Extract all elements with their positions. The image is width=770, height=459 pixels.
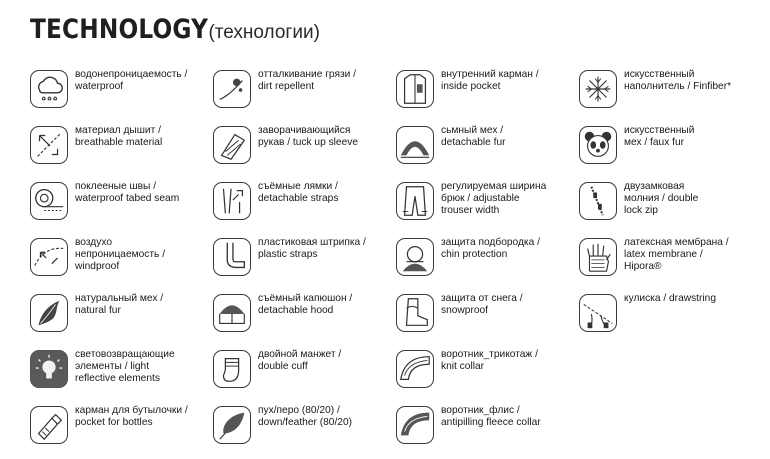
item-label-ru: защита от снега / [441, 293, 523, 304]
drawstring-icon [579, 294, 617, 332]
title-main: TECHNOLOGY [30, 14, 209, 45]
jacket-pocket-icon [396, 70, 434, 108]
seam-tape-icon [30, 182, 68, 220]
trousers-icon [396, 182, 434, 220]
breathable-arrows-icon [30, 126, 68, 164]
item-label-en: dirt repellent [258, 81, 315, 92]
item-label-ru: заворачивающийся [258, 125, 351, 136]
plastic-strap-icon [213, 238, 251, 276]
zipper-icon [579, 182, 617, 220]
baby-bottle-icon [30, 406, 68, 444]
item-label-ru: материал дышит / [75, 125, 161, 136]
item-label-en: chin protection [441, 249, 508, 260]
item-label-en: наполнитель / Finfiber* [624, 81, 732, 92]
tech-item [396, 234, 582, 284]
latex-glove-icon [579, 238, 617, 276]
item-label-ru: воротник_трикотаж / [441, 349, 538, 360]
item-label-ru: пух/перо (80/20) / [258, 405, 340, 416]
title-subtitle: (технологии) [208, 22, 320, 43]
item-label-ru: воздухо [75, 237, 112, 248]
item-label-en: рукав / tuck up sleeve [258, 137, 359, 148]
item-label-ru: внутренний карман / [441, 69, 539, 80]
tech-item [30, 122, 216, 172]
tech-item [579, 290, 765, 340]
tech-item [396, 402, 582, 452]
tech-item [396, 346, 582, 396]
tech-item [213, 290, 399, 340]
item-label-en: непроницаемость / [75, 249, 166, 260]
item-label-en2: trouser width [441, 205, 500, 216]
strap-icon [213, 182, 251, 220]
wind-arrow-icon [30, 238, 68, 276]
item-label-ru: защита подбородка / [441, 237, 540, 248]
item-label-en2: lock zip [624, 205, 658, 216]
panda-icon [579, 126, 617, 164]
tech-item [213, 346, 399, 396]
item-label-ru: кулиска / drawstring [624, 293, 717, 304]
knit-collar-icon [396, 350, 434, 388]
page-title [30, 14, 320, 45]
item-label-en2: reflective elements [75, 373, 160, 384]
item-label-ru: световозвращающие [75, 349, 175, 360]
item-label-en: natural fur [75, 305, 121, 316]
item-label-ru: сьмный мех / [441, 125, 504, 136]
tech-item [579, 122, 765, 172]
fleece-collar-icon [396, 406, 434, 444]
item-label-en: detachable fur [441, 137, 506, 148]
item-label-ru: отталкивание грязи / [258, 69, 356, 80]
item-label-en2: Hipora® [624, 261, 662, 272]
item-label-en: брюк / adjustable [441, 193, 520, 204]
item-label-ru: регулируемая ширина [441, 181, 547, 192]
item-label-en: waterproof [75, 81, 124, 92]
tech-item [579, 234, 765, 284]
item-label-en: knit collar [441, 361, 485, 372]
item-label-en: detachable straps [258, 193, 339, 204]
tech-item [213, 402, 399, 452]
item-label-en: мех / faux fur [624, 137, 685, 148]
item-label-ru: водонепроницаемость / [75, 69, 188, 80]
tech-item [213, 234, 399, 284]
item-label-en: inside pocket [441, 81, 501, 92]
item-label-ru: съёмные лямки / [258, 181, 338, 192]
item-label-en: pocket for bottles [75, 417, 153, 428]
item-label-en: antipilling fleece collar [441, 417, 541, 428]
item-label-en: элементы / light [75, 361, 150, 372]
tech-item [30, 290, 216, 340]
tech-item [213, 178, 399, 228]
item-label-en: молния / double [624, 193, 699, 204]
item-label-ru: латексная мембрана / [624, 237, 729, 248]
tech-item [579, 66, 765, 116]
chin-guard-icon [396, 238, 434, 276]
tech-item [396, 66, 582, 116]
item-label-en: detachable hood [258, 305, 334, 316]
tech-item [396, 122, 582, 172]
item-label-ru: воротник_флис / [441, 405, 520, 416]
fur-tuft-icon [30, 294, 68, 332]
light-bulb-icon [30, 350, 68, 388]
item-label-ru: искусственный [624, 69, 695, 80]
tech-item [30, 346, 216, 396]
item-label-ru: карман для бутылочки / [75, 405, 188, 416]
sleeve-icon [213, 126, 251, 164]
tech-item [30, 178, 216, 228]
hood-icon [213, 294, 251, 332]
fur-collar-icon [396, 126, 434, 164]
item-label-en2: windproof [75, 261, 120, 272]
tech-item [30, 66, 216, 116]
item-label-ru: поклееные швы / [75, 181, 157, 192]
tech-item [30, 234, 216, 284]
item-label-en: waterproof tabed seam [75, 193, 180, 204]
item-label-en: double cuff [258, 361, 308, 372]
item-label-en: breathable material [75, 137, 163, 148]
snowflake-arrows-icon [579, 70, 617, 108]
item-label-ru: искусственный [624, 125, 695, 136]
item-label-ru: натуральный мех / [75, 293, 164, 304]
item-label-ru: пластиковая штрипка / [258, 237, 366, 248]
item-label-en: down/feather (80/20) [258, 417, 353, 428]
tech-item [213, 66, 399, 116]
tech-item [396, 290, 582, 340]
tech-item [213, 122, 399, 172]
item-label-ru: двузамковая [624, 181, 685, 192]
dirt-drop-icon [213, 70, 251, 108]
item-label-en: snowproof [441, 305, 489, 316]
item-label-ru: съёмный капюшон / [258, 293, 353, 304]
item-label-en: plastic straps [258, 249, 318, 260]
feather-icon [213, 406, 251, 444]
technology-grid [30, 66, 760, 452]
item-label-ru: двойной манжет / [258, 349, 342, 360]
cuff-glove-icon [213, 350, 251, 388]
tech-item [30, 402, 216, 452]
snow-boot-icon [396, 294, 434, 332]
tech-item [396, 178, 582, 228]
tech-item [579, 178, 765, 228]
item-label-en: latex membrane / [624, 249, 703, 260]
rain-cloud-icon [30, 70, 68, 108]
